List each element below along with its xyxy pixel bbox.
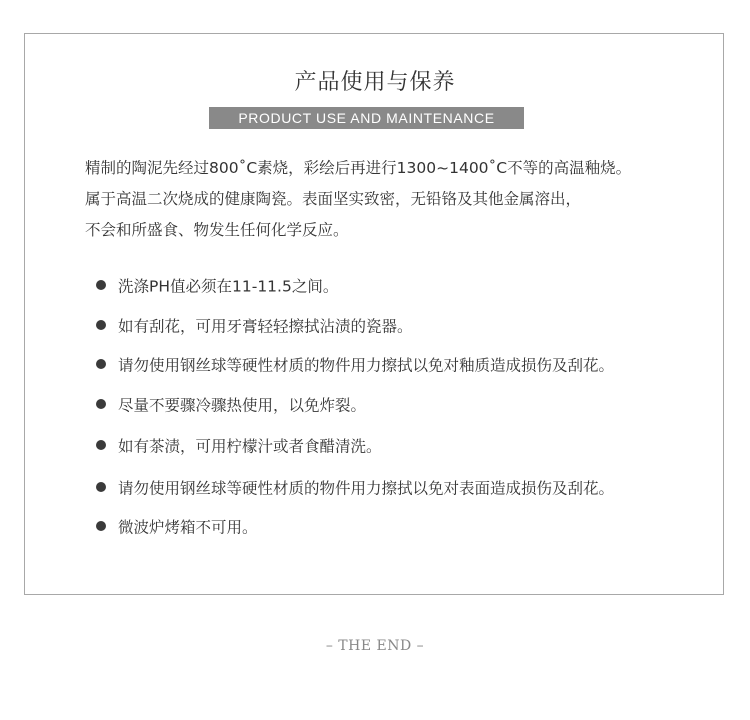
bullet-dot-icon: [96, 521, 106, 531]
intro-line: 精制的陶泥先经过800˚C素烧，彩绘后再进行1300~1400˚C不等的高温釉烧。: [85, 159, 632, 177]
bullet-dot-icon: [96, 399, 106, 409]
care-instruction-item: [96, 275, 338, 298]
intro-line: 不会和所盛食、物发生任何化学反应。: [85, 221, 349, 239]
bullet-dot-icon: [96, 280, 106, 290]
bullet-dot-icon: [96, 440, 106, 450]
care-instruction-text: 洗涤PH值必须在11-11.5之间。: [118, 277, 339, 296]
the-end-footer: – THE END –: [325, 638, 425, 654]
intro-line: 属于高温二次烧成的健康陶瓷。表面坚实致密，无铅铬及其他金属溶出，: [85, 190, 582, 208]
bullet-dot-icon: [96, 359, 106, 369]
care-instruction-text: 微波炉烤箱不可用。: [118, 518, 258, 537]
care-instruction-item: [96, 435, 382, 458]
care-instruction-item: [96, 516, 258, 539]
care-instruction-text: 请勿使用钢丝球等硬性材质的物件用力擦拭以免对表面造成损伤及刮花。: [118, 479, 615, 498]
care-instruction-item: [96, 477, 614, 500]
care-instruction-text: 如有茶渍，可用柠檬汁或者食醋清洗。: [118, 437, 382, 456]
care-instruction-item: [96, 315, 413, 338]
care-instruction-text: 请勿使用钢丝球等硬性材质的物件用力擦拭以免对釉质造成损伤及刮花。: [118, 356, 615, 375]
care-instruction-text: 如有刮花，可用牙膏轻轻擦拭沾渍的瓷器。: [118, 317, 413, 336]
bullet-dot-icon: [96, 320, 106, 330]
intro-paragraph: [85, 153, 725, 246]
subtitle-banner: PRODUCT USE AND MAINTENANCE: [209, 107, 524, 129]
page-title: 产品使用与保养: [294, 70, 456, 95]
care-instruction-item: [96, 354, 614, 377]
care-instruction-text: 尽量不要骤冷骤热使用，以免炸裂。: [118, 396, 367, 415]
care-instruction-item: [96, 394, 366, 417]
bullet-dot-icon: [96, 482, 106, 492]
